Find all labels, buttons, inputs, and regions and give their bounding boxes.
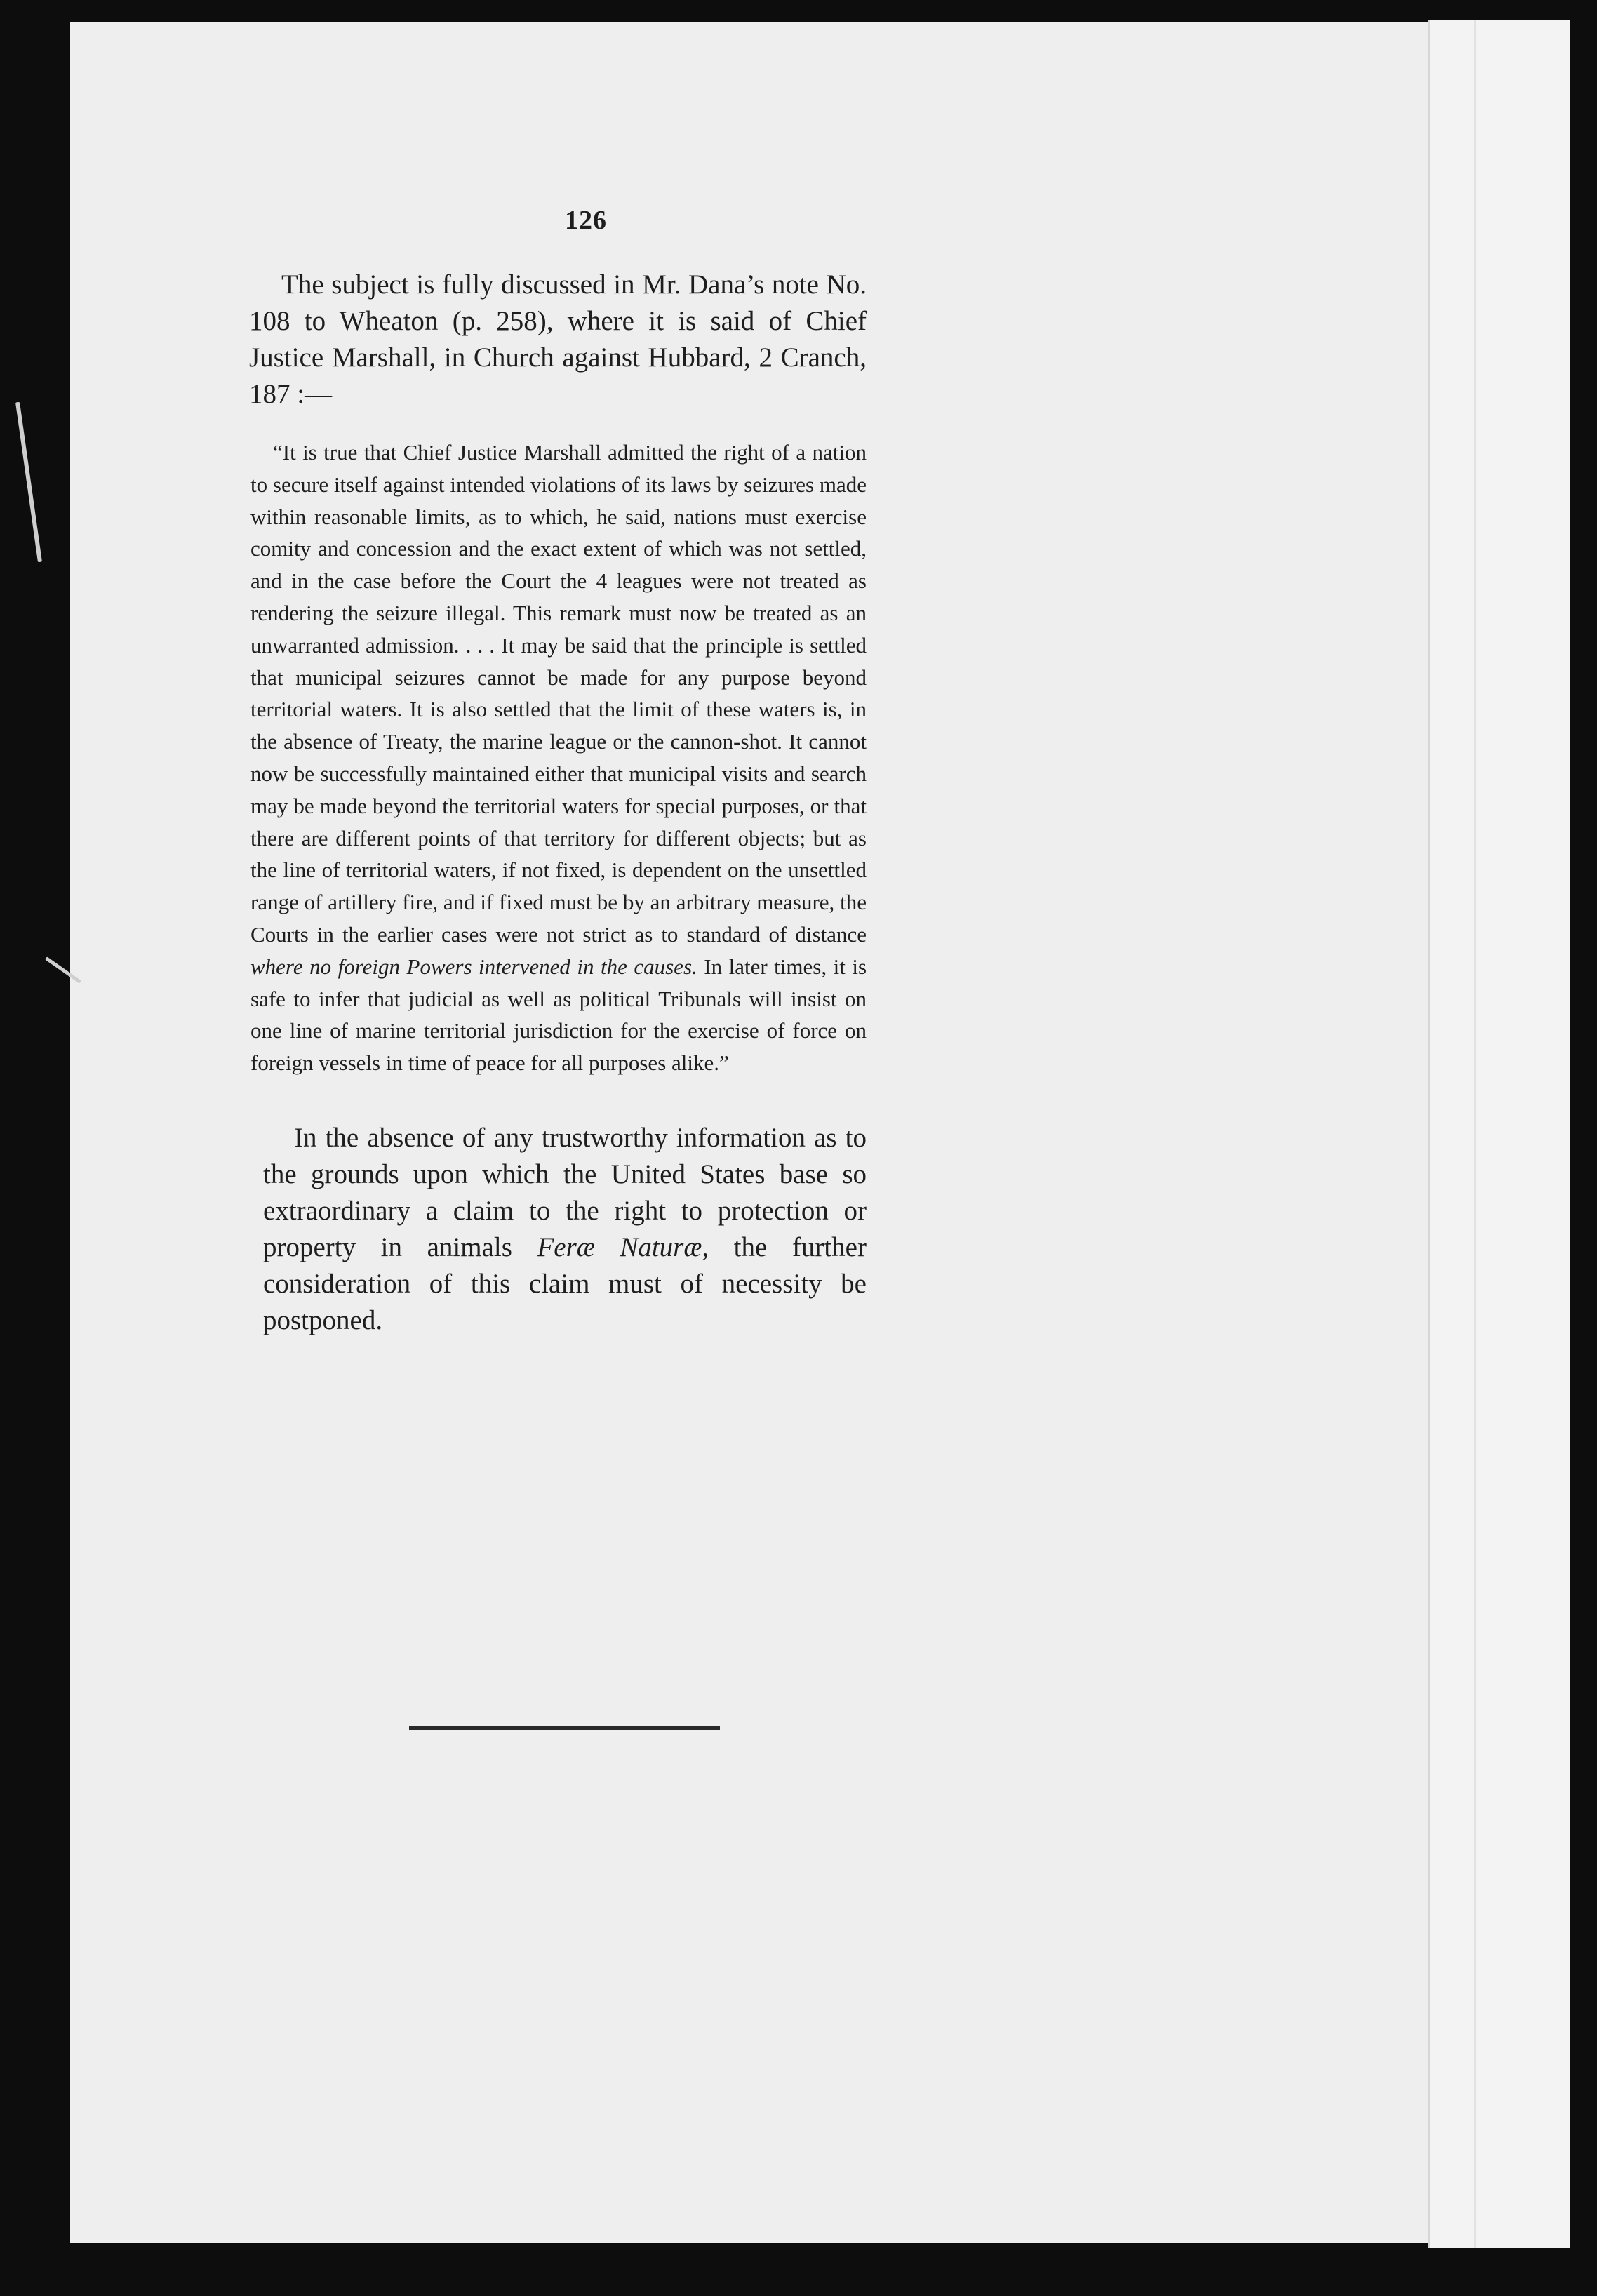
scan-mark [45,956,81,984]
quote-text: “It is true that Chief Justice Marshall admitted the right of a nation to secure itself against intended violations of its laws by seizures made within reasonable limits, as to which, he said, nations must exercise comity and concession and the exact extent of which was not settled, and in the case before the Court the 4 leagues were not treated as rendering the seizure illegal. This remark must now be treated as an unwarranted admission. . . . It may be said that the principle is settled that municipal seizures cannot be made for any purpose beyond territorial waters. It is also settled that the limit of these waters is, in the absence of Treaty, the marine league or the cannon-shot. It cannot now be successfully maintained either that municipal visits and search may be made beyond the territorial waters for special purposes, or that there are different points of that territory for different objects; but as the line of territorial waters, if not fixed, is dependent on the unsettled range of artillery fire, and if fixed must be by an arbitrary measure, the Courts in the earlier cases were not strict as to standard of distance [250,440,867,947]
quote-text-continued: In later times, it is safe to infer that judicial as well as political Tribunals will insist on one line of marine territorial jurisdiction for the exercise of force on foreign vessels in time of peace for all purposes alike.” [250,954,867,1076]
intro-paragraph: The subject is fully discussed in Mr. Dana’s note No. 108 to Wheaton (p. 258), where it is said of Chief Justice Marshall, in Church against Hubbard, 2 Cranch, 187 :— [249,269,867,409]
adjacent-page-fold [1474,20,1476,2248]
section-rule [409,1726,720,1730]
closing-text: In the absence of any trustworthy information as to the grounds upon which the United States base so extraordinary a claim to the right to protection or property in animals [263,1122,867,1262]
closing-paragraph [263,1120,867,1339]
block-quote [250,436,867,1079]
quote-italic-text: where no foreign Powers intervened in the causes. [250,954,697,979]
page-content [249,205,867,1339]
closing-text-continued: the further consideration of this claim must of necessity be postponed. [263,1232,867,1335]
scan-mark [15,402,42,563]
document-page [70,22,1428,2243]
adjacent-page-edge [1428,20,1570,2248]
closing-italic-text: Feræ Naturæ, [537,1232,709,1262]
page-number: 126 [565,206,607,235]
